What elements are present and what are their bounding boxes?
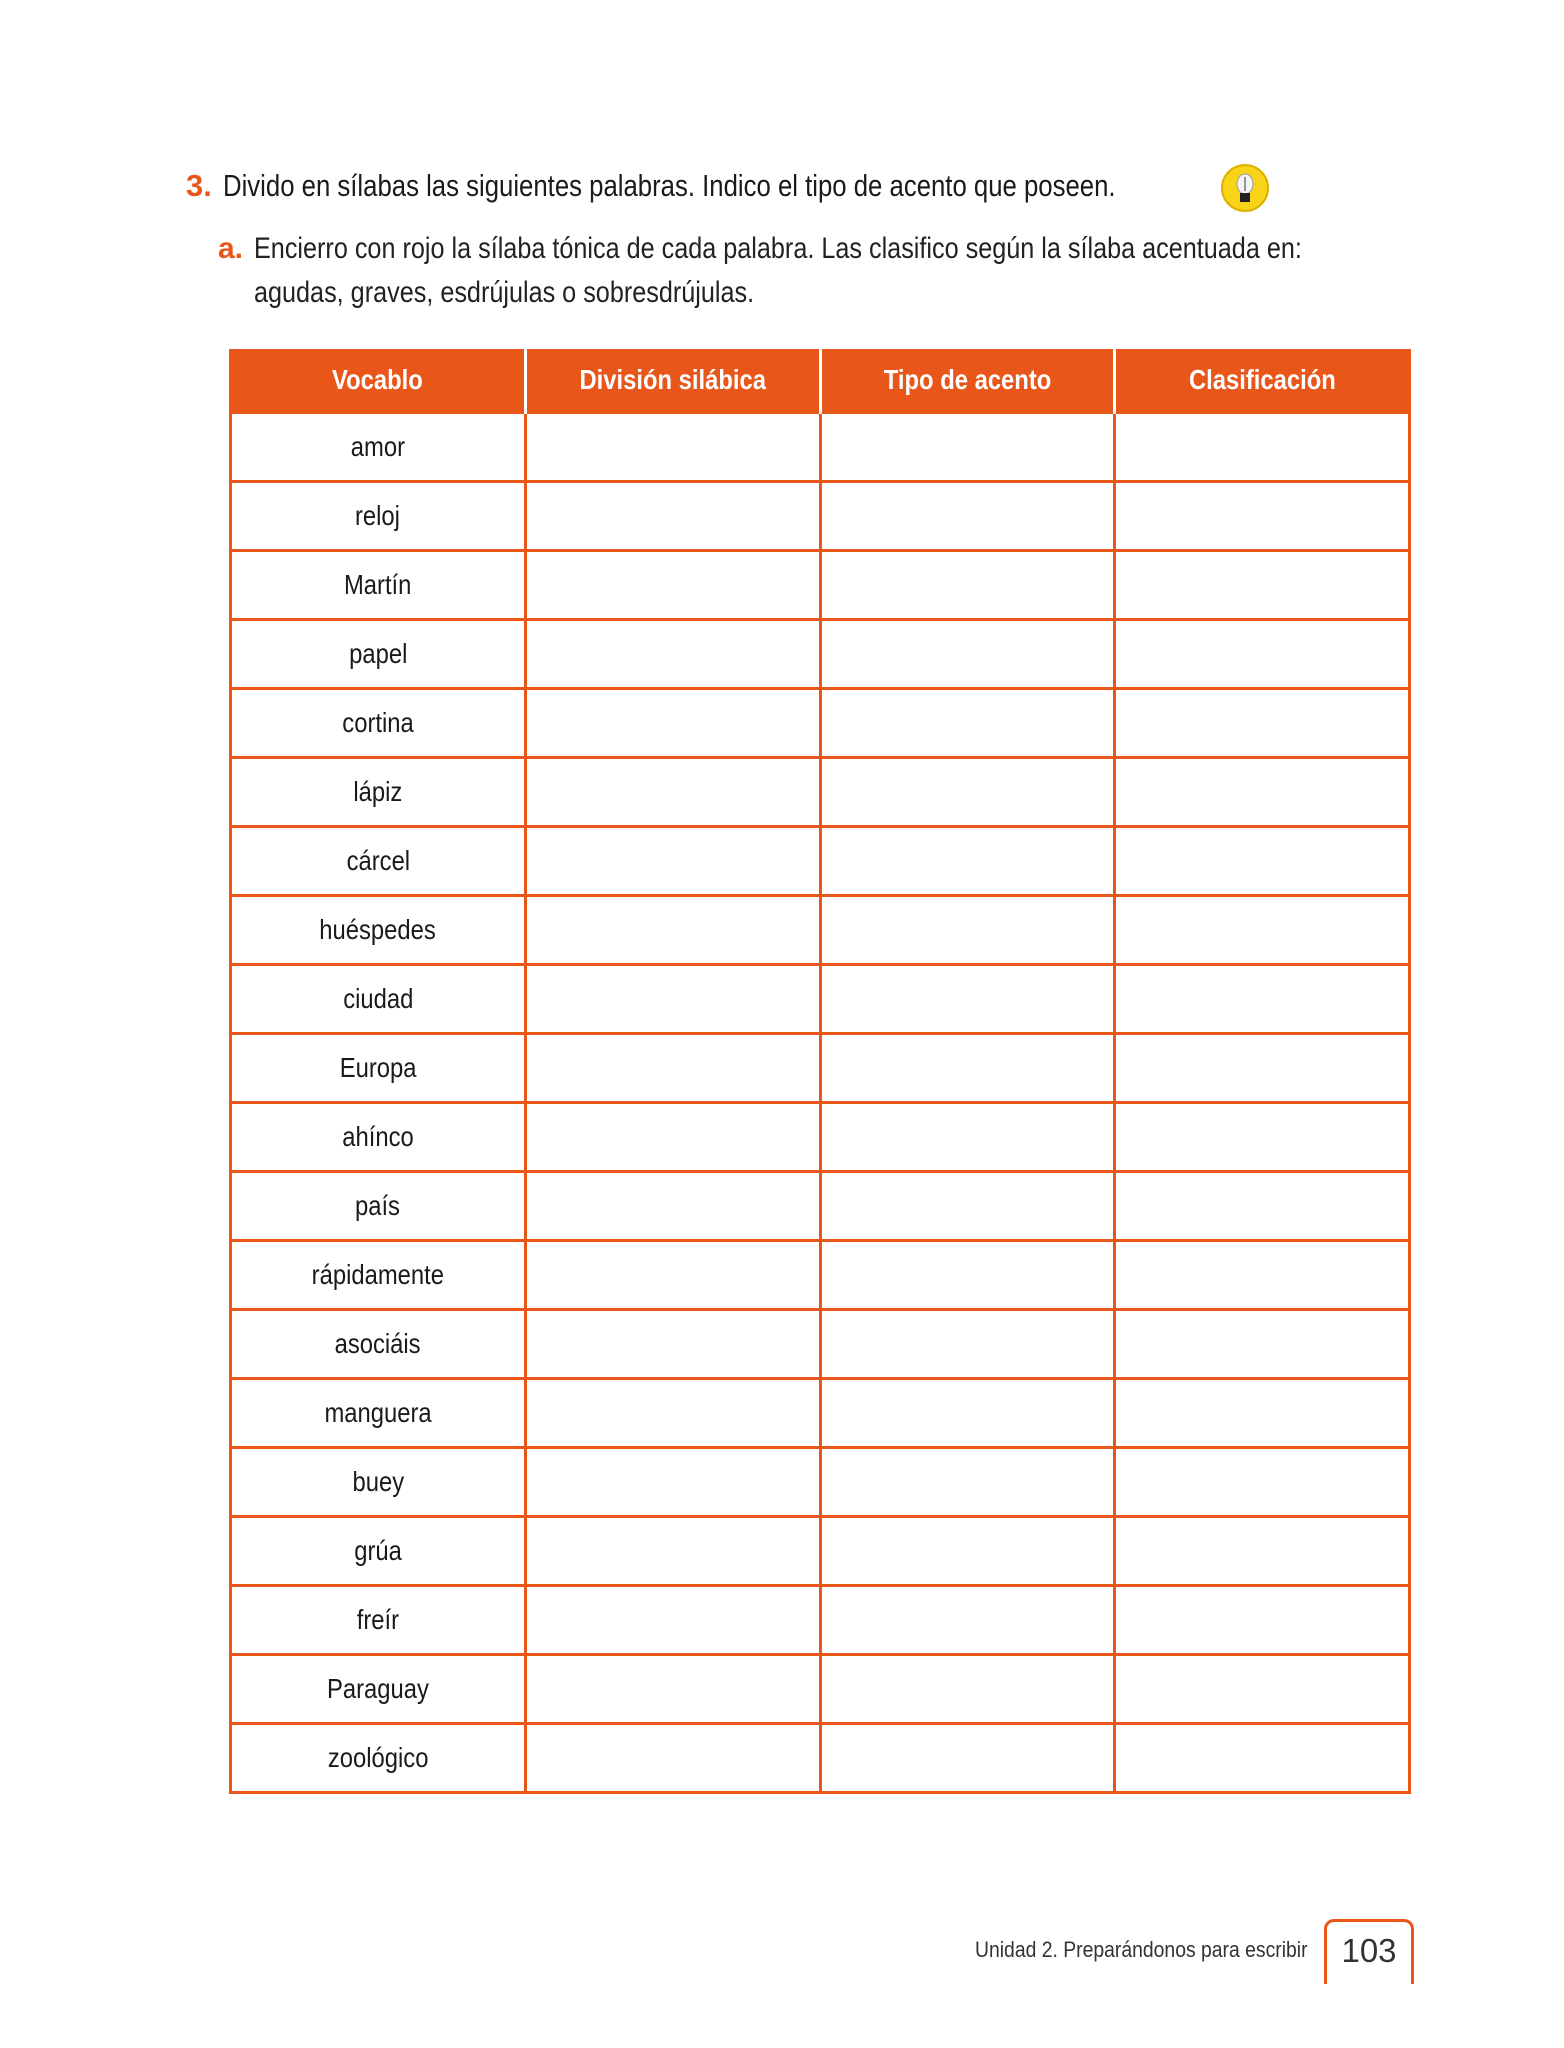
division-cell[interactable] bbox=[525, 1448, 820, 1517]
division-cell[interactable] bbox=[525, 413, 820, 482]
division-cell[interactable] bbox=[525, 1172, 820, 1241]
tipo-cell[interactable] bbox=[820, 1724, 1115, 1793]
clasificacion-cell[interactable] bbox=[1115, 413, 1410, 482]
division-cell[interactable] bbox=[525, 1379, 820, 1448]
clasificacion-cell[interactable] bbox=[1115, 1586, 1410, 1655]
word-cell bbox=[231, 827, 526, 896]
exercise-instruction: Divido en sílabas las siguientes palabras. Indico el tipo de acento que poseen. bbox=[223, 168, 1116, 203]
header-clasificacion bbox=[1115, 349, 1410, 413]
word: zoológico bbox=[327, 1742, 429, 1773]
tipo-cell[interactable] bbox=[820, 758, 1115, 827]
header-vocablo bbox=[231, 349, 526, 413]
clasificacion-cell[interactable] bbox=[1115, 689, 1410, 758]
word: Paraguay bbox=[326, 1673, 429, 1704]
clasificacion-cell[interactable] bbox=[1115, 551, 1410, 620]
lightbulb-icon bbox=[1220, 163, 1270, 213]
table-row bbox=[231, 1103, 1410, 1172]
tipo-cell[interactable] bbox=[820, 1655, 1115, 1724]
header-label: Vocablo bbox=[332, 364, 424, 395]
table-row bbox=[231, 1241, 1410, 1310]
word-cell bbox=[231, 1103, 526, 1172]
division-cell[interactable] bbox=[525, 620, 820, 689]
header-division bbox=[525, 349, 820, 413]
word-cell bbox=[231, 482, 526, 551]
word: manguera bbox=[324, 1397, 432, 1428]
word-cell bbox=[231, 1724, 526, 1793]
word-cell bbox=[231, 896, 526, 965]
tipo-cell[interactable] bbox=[820, 1310, 1115, 1379]
division-cell[interactable] bbox=[525, 1103, 820, 1172]
clasificacion-cell[interactable] bbox=[1115, 965, 1410, 1034]
table-row bbox=[231, 482, 1410, 551]
table-row bbox=[231, 1310, 1410, 1379]
clasificacion-cell[interactable] bbox=[1115, 827, 1410, 896]
word-cell bbox=[231, 413, 526, 482]
table-row bbox=[231, 620, 1410, 689]
clasificacion-cell[interactable] bbox=[1115, 1034, 1410, 1103]
table-row bbox=[231, 1517, 1410, 1586]
division-cell[interactable] bbox=[525, 1241, 820, 1310]
table-row bbox=[231, 965, 1410, 1034]
page-number: 103 bbox=[1324, 1919, 1414, 1984]
header-tipo bbox=[820, 349, 1115, 413]
tipo-cell[interactable] bbox=[820, 1172, 1115, 1241]
sub-letter: a. bbox=[218, 232, 244, 265]
tipo-cell[interactable] bbox=[820, 413, 1115, 482]
accent-table bbox=[229, 349, 1411, 1794]
word-cell bbox=[231, 1448, 526, 1517]
division-cell[interactable] bbox=[525, 1724, 820, 1793]
header-label: Tipo de acento bbox=[883, 364, 1052, 395]
tipo-cell[interactable] bbox=[820, 896, 1115, 965]
word: cárcel bbox=[346, 845, 410, 876]
table-row bbox=[231, 551, 1410, 620]
sub-instruction-line-1: Encierro con rojo la sílaba tónica de cada palabra. Las clasifico según la sílaba acentuada en: bbox=[254, 232, 1302, 265]
tipo-cell[interactable] bbox=[820, 1241, 1115, 1310]
tipo-cell[interactable] bbox=[820, 620, 1115, 689]
clasificacion-cell[interactable] bbox=[1115, 1448, 1410, 1517]
clasificacion-cell[interactable] bbox=[1115, 1517, 1410, 1586]
table-row bbox=[231, 1034, 1410, 1103]
tipo-cell[interactable] bbox=[820, 689, 1115, 758]
table-row bbox=[231, 1172, 1410, 1241]
word-cell bbox=[231, 1379, 526, 1448]
table-row bbox=[231, 758, 1410, 827]
word: huéspedes bbox=[319, 914, 437, 945]
division-cell[interactable] bbox=[525, 758, 820, 827]
table-header-row bbox=[231, 349, 1410, 413]
word-cell bbox=[231, 758, 526, 827]
word-cell bbox=[231, 1241, 526, 1310]
word: ahínco bbox=[342, 1121, 414, 1152]
table-row bbox=[231, 1379, 1410, 1448]
unit-label: Unidad 2. Preparándonos para escribir bbox=[975, 1937, 1308, 1962]
word-cell bbox=[231, 965, 526, 1034]
tipo-cell[interactable] bbox=[820, 1103, 1115, 1172]
header-label: División silábica bbox=[579, 364, 766, 395]
clasificacion-cell[interactable] bbox=[1115, 896, 1410, 965]
word: país bbox=[355, 1190, 401, 1221]
word: buey bbox=[352, 1466, 404, 1497]
word: amor bbox=[350, 431, 405, 462]
division-cell[interactable] bbox=[525, 1586, 820, 1655]
word-cell bbox=[231, 1517, 526, 1586]
division-cell[interactable] bbox=[525, 965, 820, 1034]
tipo-cell[interactable] bbox=[820, 551, 1115, 620]
word-cell bbox=[231, 551, 526, 620]
word: freír bbox=[356, 1604, 400, 1635]
word-cell bbox=[231, 1034, 526, 1103]
clasificacion-cell[interactable] bbox=[1115, 482, 1410, 551]
word: lápiz bbox=[353, 776, 403, 807]
table-row bbox=[231, 413, 1410, 482]
clasificacion-cell[interactable] bbox=[1115, 1655, 1410, 1724]
word: grúa bbox=[354, 1535, 402, 1566]
header-label: Clasificación bbox=[1188, 364, 1336, 395]
word: cortina bbox=[342, 707, 414, 738]
word: rápidamente bbox=[311, 1259, 445, 1290]
table-row bbox=[231, 1724, 1410, 1793]
tipo-cell[interactable] bbox=[820, 1034, 1115, 1103]
division-cell[interactable] bbox=[525, 1517, 820, 1586]
clasificacion-cell[interactable] bbox=[1115, 1724, 1410, 1793]
clasificacion-cell[interactable] bbox=[1115, 1310, 1410, 1379]
word: reloj bbox=[355, 500, 401, 531]
clasificacion-cell[interactable] bbox=[1115, 1103, 1410, 1172]
clasificacion-cell[interactable] bbox=[1115, 758, 1410, 827]
word: papel bbox=[348, 638, 407, 669]
division-cell[interactable] bbox=[525, 827, 820, 896]
sub-instruction-line-2: agudas, graves, esdrújulas o sobresdrújulas. bbox=[254, 276, 755, 309]
tipo-cell[interactable] bbox=[820, 827, 1115, 896]
division-cell[interactable] bbox=[525, 1655, 820, 1724]
division-cell[interactable] bbox=[525, 1034, 820, 1103]
word: asociáis bbox=[334, 1328, 421, 1359]
word-cell bbox=[231, 1586, 526, 1655]
word-cell bbox=[231, 1172, 526, 1241]
word: Europa bbox=[339, 1052, 417, 1083]
word-cell bbox=[231, 1655, 526, 1724]
tipo-cell[interactable] bbox=[820, 1586, 1115, 1655]
division-cell[interactable] bbox=[525, 551, 820, 620]
footer-unit bbox=[975, 1937, 1353, 1963]
division-cell[interactable] bbox=[525, 1310, 820, 1379]
word: Martín bbox=[344, 569, 412, 600]
division-cell[interactable] bbox=[525, 896, 820, 965]
table-row bbox=[231, 1586, 1410, 1655]
table-row bbox=[231, 1655, 1410, 1724]
word-cell bbox=[231, 1310, 526, 1379]
clasificacion-cell[interactable] bbox=[1115, 1241, 1410, 1310]
table-row bbox=[231, 689, 1410, 758]
word: ciudad bbox=[342, 983, 413, 1014]
clasificacion-cell[interactable] bbox=[1115, 620, 1410, 689]
division-cell[interactable] bbox=[525, 482, 820, 551]
clasificacion-cell[interactable] bbox=[1115, 1172, 1410, 1241]
tipo-cell[interactable] bbox=[820, 965, 1115, 1034]
clasificacion-cell[interactable] bbox=[1115, 1379, 1410, 1448]
exercise-number: 3. bbox=[186, 168, 212, 203]
tipo-cell[interactable] bbox=[820, 482, 1115, 551]
tipo-cell[interactable] bbox=[820, 1448, 1115, 1517]
table-row bbox=[231, 1448, 1410, 1517]
tipo-cell[interactable] bbox=[820, 1517, 1115, 1586]
table-row bbox=[231, 827, 1410, 896]
table-row bbox=[231, 896, 1410, 965]
tipo-cell[interactable] bbox=[820, 1379, 1115, 1448]
word-cell bbox=[231, 620, 526, 689]
division-cell[interactable] bbox=[525, 689, 820, 758]
word-cell bbox=[231, 689, 526, 758]
